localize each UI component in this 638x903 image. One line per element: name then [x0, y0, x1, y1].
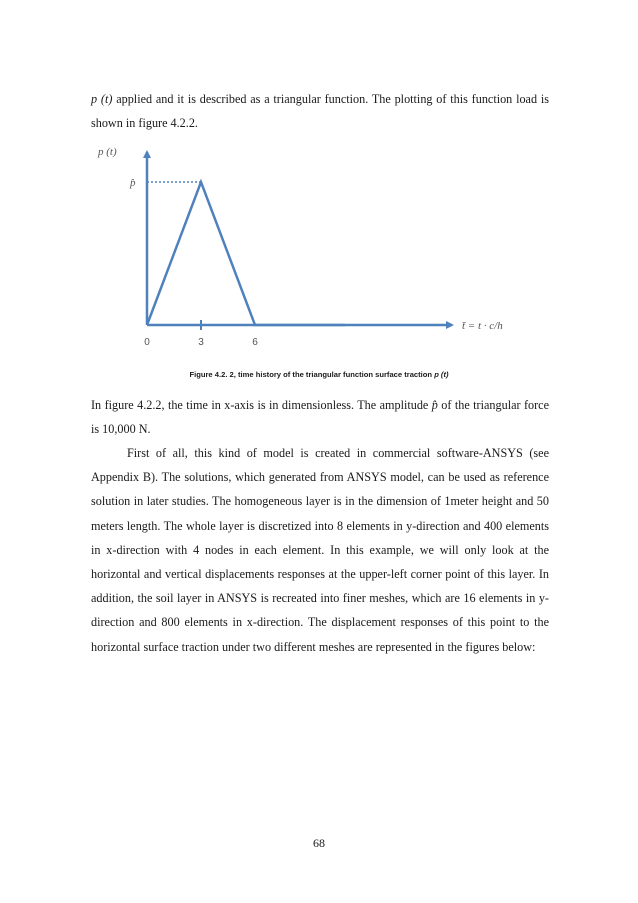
y-peak-label: p̂ [130, 177, 136, 189]
paragraph-amplitude [91, 393, 549, 441]
x-axis-label: t̄ = t · c/h [462, 320, 503, 332]
figure-caption-text: Figure 4.2. 2, time history of the triangular function surface traction [189, 370, 435, 379]
paragraph-amplitude-after: of the triangular force is 10,000 N. [91, 398, 550, 437]
x-tick-label-3: 3 [198, 337, 204, 348]
load-series-line [147, 182, 345, 325]
figure-caption-math: p (t) [434, 370, 449, 379]
x-tick-label-0: 0 [144, 337, 150, 348]
math-p-hat: p̂ [431, 398, 438, 412]
triangular-load-chart [90, 140, 560, 355]
paragraph-intro-text: applied and it is described as a triangular function. The plotting of this function load is shown in figure 4.2.2. [91, 92, 549, 131]
x-tick-labels [144, 337, 258, 348]
paragraph-amplitude-before: In figure 4.2.2, the time in x-axis is in dimensionless. The amplitude [91, 398, 432, 412]
page-number: 68 [313, 836, 325, 850]
paragraph-intro [91, 87, 549, 135]
y-axis-label: p (t) [98, 146, 117, 158]
paragraph-ansys-model: First of all, this kind of model is created in commercial software-ANSYS (see Appendix B). The solutions, which generated from ANSYS model, can be used as reference solution in later studies. The homogeneous layer is in the dimension of 1meter height and 50 meters length. The whole layer is discretized into 8 elements in y-direction and 400 elements in x-direction with 4 nodes in each element. In this example, we will only look at the horizontal and vertical displacements responses at the upper-left corner point of this layer. In addition, the soil layer in ANSYS is recreated into finer meshes, which are 16 elements in y- direction and 800 elements in x-direction. The displacement responses of this point to the horizontal surface traction under two different meshes are represented in the figures below: [91, 446, 549, 654]
figure-caption [90, 370, 548, 379]
x-tick-label-6: 6 [252, 337, 258, 348]
math-p-of-t: p (t) [91, 92, 113, 106]
